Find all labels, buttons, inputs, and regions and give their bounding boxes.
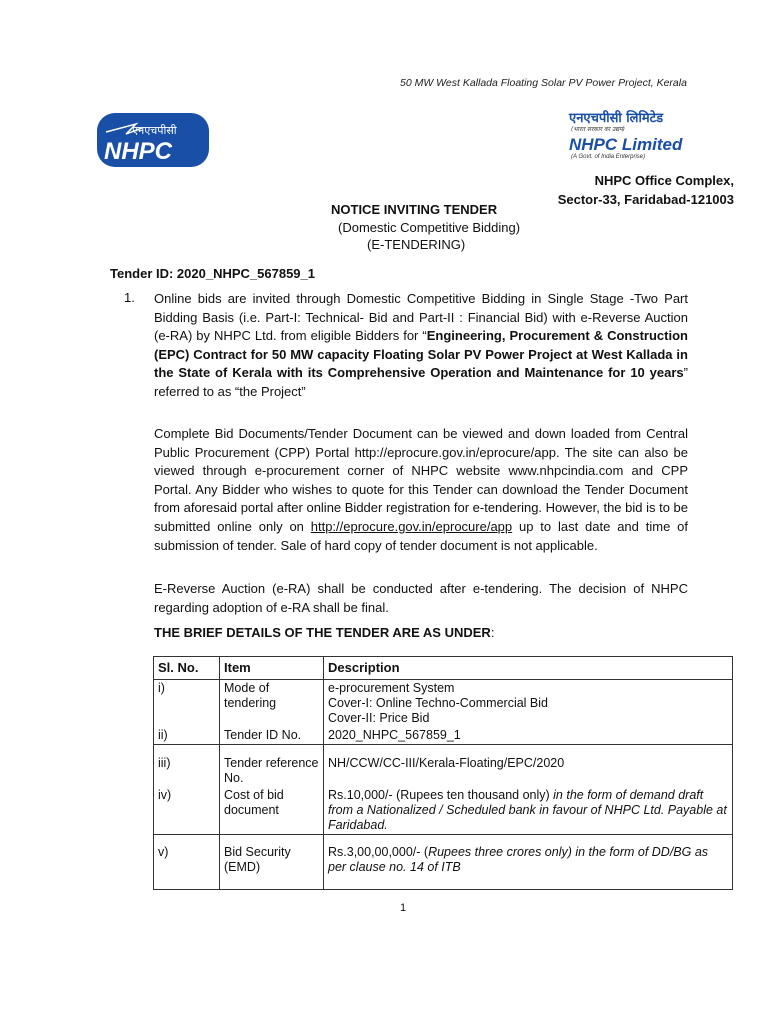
cell-sl: i) [154, 680, 220, 728]
cell-sl: v) [154, 835, 220, 890]
cell-description: Rs.3,00,00,000/- (Rupees three crores only) in the form of DD/BG as per clause no. 14 of ITB [324, 835, 733, 890]
cell-item: Mode of tendering [220, 680, 324, 728]
project-header-line: 50 MW West Kallada Floating Solar PV Power Project, Kerala [400, 77, 687, 89]
cell-item: Tender ID No. [220, 727, 324, 745]
tender-id-heading: Tender ID: 2020_NHPC_567859_1 [110, 266, 315, 281]
cell-description: e-procurement System Cover-I: Online Techno-Commercial Bid Cover-II: Price Bid [324, 680, 733, 728]
table-row [154, 787, 733, 835]
nhpc-limited-logo [565, 108, 735, 160]
cell-item: Cost of bid document [220, 787, 324, 835]
cell-item: Bid Security (EMD) [220, 835, 324, 890]
office-address [558, 171, 734, 209]
brief-details-heading: THE BRIEF DETAILS OF THE TENDER ARE AS UNDER: [154, 625, 495, 640]
office-line-2: Sector-33, Faridabad-121003 [557, 192, 734, 207]
svg-text:(भारत सरकार का उद्यम): (भारत सरकार का उद्यम) [571, 126, 625, 133]
cell-sl: ii) [154, 727, 220, 745]
cell-description: Rs.10,000/- (Rupees ten thousand only) in the form of demand draft from a Nationalized / Scheduled bank in favour of NHPC Ltd. Payable at Faridabad. [324, 787, 733, 835]
cell-sl: iii) [154, 745, 220, 788]
tender-details-table [153, 656, 733, 890]
paragraph-2: Complete Bid Documents/Tender Document can be viewed and down loaded from Central Public Procurement (CPP) Portal http://eprocure.gov.in/eprocure/app. The site can also be viewed through e-procurement corner of NHPC website www.nhpcindia.com and CPP Portal. Any Bidder who wishes to quote for this Tender can download the Tender Document from aforesaid portal after online Bidder registration for e-tendering. However, the bid is to be submitted online only on http://eprocure.gov.in/eprocure/app up to last date and time of submission of tender. Sale of hard copy of tender document is not applicable. [154, 426, 689, 553]
table-row [154, 745, 733, 788]
cell-sl: iv) [154, 787, 220, 835]
table-row [154, 835, 733, 890]
cell-description: 2020_NHPC_567859_1 [324, 727, 733, 745]
notice-subtitle-1: (Domestic Competitive Bidding) [338, 220, 521, 235]
paragraph-number: 1. [124, 290, 135, 305]
nhpc-logo-left [96, 112, 210, 168]
table-row [154, 680, 733, 728]
svg-text:(A Govt. of India Enterprise): (A Govt. of India Enterprise) [571, 154, 646, 160]
table-row [154, 727, 733, 745]
header-item: Item [220, 657, 324, 680]
page-number: 1 [400, 902, 407, 914]
cell-item: Tender reference No. [220, 745, 324, 788]
cell-description: NH/CCW/CC-III/Kerala-Floating/EPC/2020 [324, 745, 733, 788]
notice-subtitle-2: (E-TENDERING) [367, 237, 466, 252]
office-line-1: NHPC Office Complex, [594, 173, 734, 188]
eprocure-link[interactable]: http://eprocure.gov.in/eprocure/app [310, 518, 513, 534]
svg-text:एनएचपीसी लिमिटेड: एनएचपीसी लिमिटेड [569, 111, 664, 126]
header-description: Description [324, 657, 733, 680]
paragraph-1: Online bids are invited through Domestic Competitive Bidding in Single Stage -Two Part Bidding Basis (i.e. Part-I: Technical- Bid and Part-II : Financial Bid) with e-Reverse Auction (e-RA) by NHPC Ltd. from eligible Bidders for “Engineering, Procurement & Construction (EPC) Contract for 50 MW capacity Floating Solar PV Power Project at West Kallada in the State of Kerala with its Comprehensive Operation and Maintenance for 10 years” referred to as “the Project” [154, 291, 688, 399]
notice-title: NOTICE INVITING TENDER [331, 202, 498, 217]
svg-text:NHPC Limited: NHPC Limited [569, 135, 683, 154]
table-header-row [154, 657, 733, 680]
header-sl-no: Sl. No. [154, 657, 220, 680]
svg-text:एनएचपीसी: एनएचपीसी [132, 124, 177, 137]
paragraph-3: E-Reverse Auction (e-RA) shall be conducted after e-tendering. The decision of NHPC regarding adoption of e-RA shall be final. [154, 581, 688, 615]
svg-text:NHPC: NHPC [104, 138, 173, 165]
